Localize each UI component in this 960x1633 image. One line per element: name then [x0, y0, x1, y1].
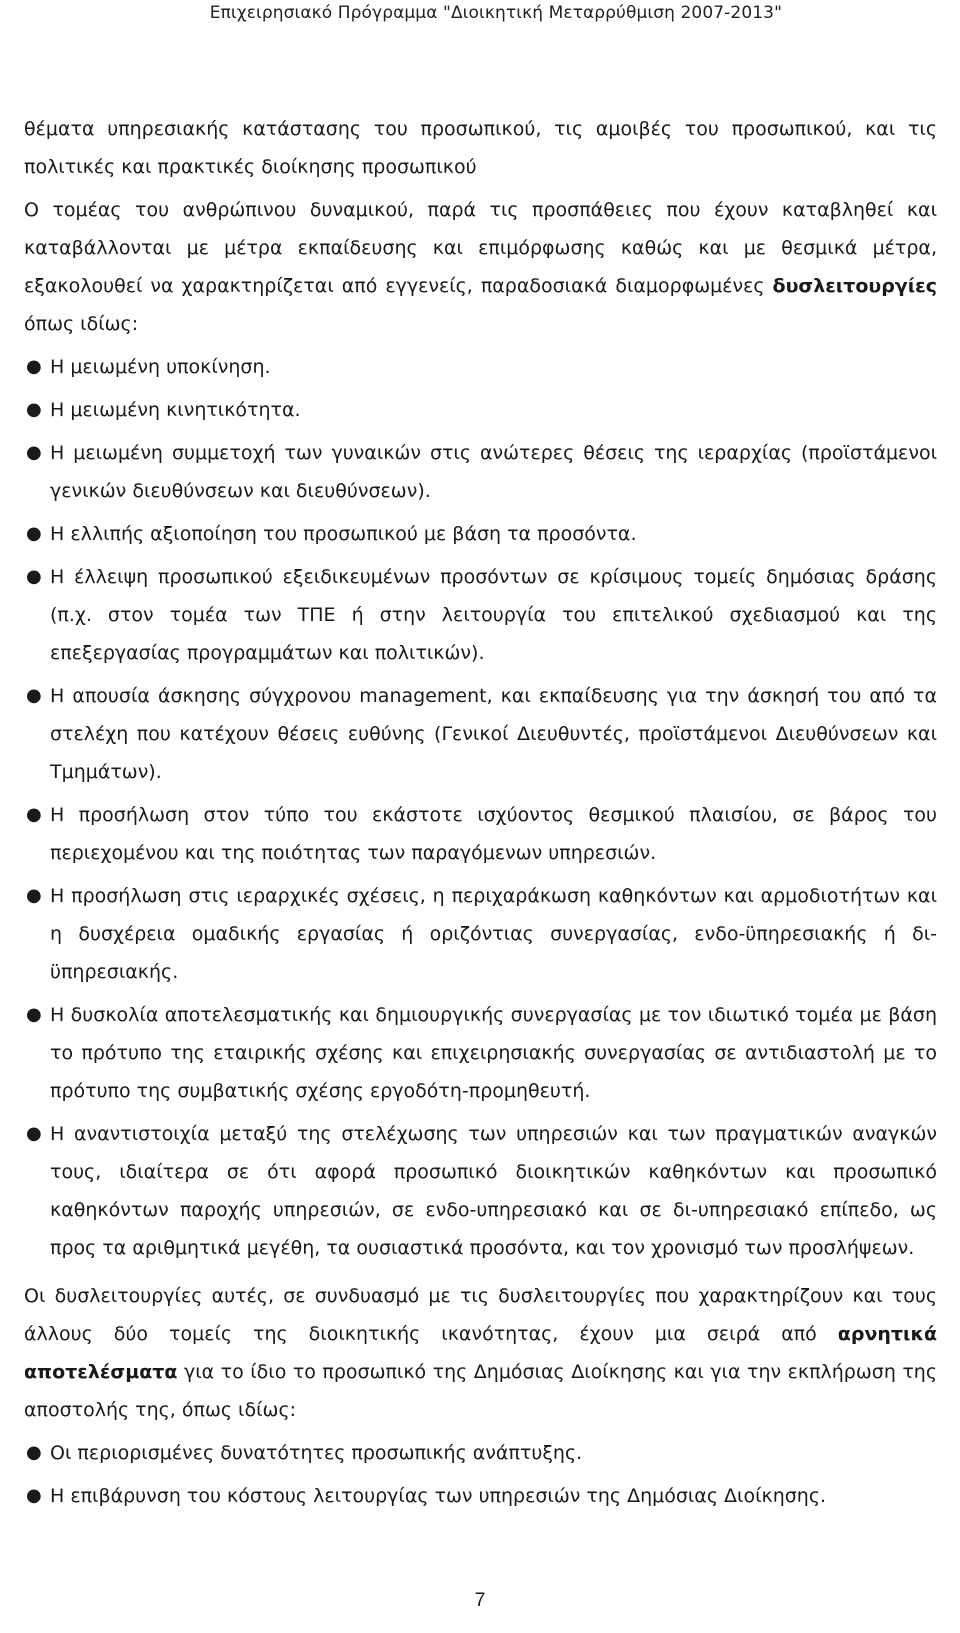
paragraph-text: Οι δυσλειτουργίες αυτές, σε συνδυασμό με τις δυσλειτουργίες που χαρακτηρίζουν και τους άλλους δύο τομείς της διοικητικής ικανότητας, έχουν μια σειρά από	[24, 1285, 937, 1345]
list-item	[24, 677, 937, 791]
bullet-icon: ●	[26, 442, 42, 463]
document-body	[24, 110, 937, 1520]
bullet-icon: ●	[26, 1442, 42, 1463]
paragraph-text: όπως ιδίως:	[24, 313, 139, 335]
bullet-icon: ●	[26, 399, 42, 420]
intro-paragraph: θέματα υπηρεσιακής κατάστασης του προσωπικού, τις αμοιβές του προσωπικού, και τις πολιτικές και πρακτικές διοίκησης προσωπικού	[24, 118, 937, 178]
list-item-text: Η δυσκολία αποτελεσματικής και δημιουργικής συνεργασίας με τον ιδιωτικό τομέα με βάση το πρότυπο της εταιρικής σχέσης και επιχειρησιακής συνεργασίας σε αντιδιαστολή με το πρότυπο της συμβατικής σχέσης εργοδότη-προμηθευτή.	[50, 1004, 937, 1102]
results-list	[24, 1434, 937, 1515]
list-item	[24, 515, 937, 553]
bullet-icon: ●	[26, 1004, 42, 1025]
list-item-text: Η μειωμένη υποκίνηση.	[50, 356, 271, 378]
list-item	[24, 1115, 937, 1267]
list-item	[24, 996, 937, 1110]
list-item	[24, 348, 937, 386]
list-item-text: Η έλλειψη προσωπικού εξειδικευμένων προσόντων σε κρίσιμους τομείς δημόσιας δράσης (π.χ. στον τομέα των ΤΠΕ ή στην λειτουργία του επιτελικού σχεδιασμού και της επεξεργασίας προγραμμάτων και πολιτικών).	[50, 566, 937, 664]
page-number: 7	[474, 1590, 486, 1611]
list-item	[24, 877, 937, 991]
list-item	[24, 1434, 937, 1472]
bold-term: δυσλειτουργίες	[772, 275, 937, 297]
list-item-text: Η αναντιστοιχία μεταξύ της στελέχωσης των υπηρεσιών και των πραγματικών αναγκών τους, ιδιαίτερα σε ότι αφορά προσωπικό διοικητικών καθηκόντων και προσωπικό καθηκόντων παροχής υπηρεσιών, σε ενδο-υπηρεσιακό και σε δι-υπηρεσιακό επίπεδο, ως προς τα αριθμητικά μεγέθη, τα ουσιαστικά προσόντα, και τον χρονισμό των προσλήψεων.	[50, 1123, 937, 1259]
list-item	[24, 1477, 937, 1515]
bullet-icon: ●	[26, 685, 42, 706]
list-item	[24, 434, 937, 510]
bullet-icon: ●	[26, 566, 42, 587]
list-item	[24, 391, 937, 429]
bullet-icon: ●	[26, 523, 42, 544]
paragraph-text: Ο τομέας του ανθρώπινου δυναμικού, παρά τις προσπάθειες που έχουν καταβληθεί και καταβάλλονται με μέτρα εκπαίδευσης και επιμόρφωσης καθώς και με θεσμικά μέτρα, εξακολουθεί να χαρακτηρίζεται από εγγενείς, παραδοσιακά διαμορφωμένες	[24, 199, 937, 297]
bullet-icon: ●	[26, 804, 42, 825]
paragraph-dysfunctions	[24, 191, 937, 343]
list-item-text: Η επιβάρυνση του κόστους λειτουργίας των υπηρεσιών της Δημόσιας Διοίκησης.	[50, 1485, 827, 1507]
list-item-text: Οι περιορισμένες δυνατότητες προσωπικής ανάπτυξης.	[50, 1442, 583, 1464]
paragraph-text: για το ίδιο το προσωπικό της Δημόσιας Διοίκησης και για την εκπλήρωση της αποστολής της, όπως ιδίως:	[24, 1361, 937, 1421]
bold-term: αρνητικά αποτελέσματα	[24, 1323, 937, 1383]
list-item-text: Η απουσία άσκησης σύγχρονου management, και εκπαίδευσης για την άσκησή του από τα στελέχη που κατέχουν θέσεις ευθύνης (Γενικοί Διευθυντές, προϊστάμενοι Διευθύνσεων και Τμημάτων).	[50, 685, 937, 783]
bullet-icon: ●	[26, 356, 42, 377]
page-header: Επιχειρησιακό Πρόγραμμα "Διοικητική Μεταρρύθμιση 2007-2013"	[209, 3, 782, 23]
list-item-text: Η ελλιπής αξιοποίηση του προσωπικού με βάση τα προσόντα.	[50, 523, 637, 545]
bullet-icon: ●	[26, 885, 42, 906]
list-item-text: Η μειωμένη συμμετοχή των γυναικών στις ανώτερες θέσεις της ιεραρχίας (προϊστάμενοι γενικών διευθύνσεων και διευθύνσεων).	[50, 442, 937, 502]
list-item-text: Η μειωμένη κινητικότητα.	[50, 399, 301, 421]
bullet-icon: ●	[26, 1485, 42, 1506]
list-item-text: Η προσήλωση στον τύπο του εκάστοτε ισχύοντος θεσμικού πλαισίου, σε βάρος του περιεχομένου και της ποιότητας των παραγόμενων υπηρεσιών.	[50, 804, 937, 864]
list-item	[24, 796, 937, 872]
bullet-icon: ●	[26, 1123, 42, 1144]
list-item	[24, 558, 937, 672]
dysfunctions-list	[24, 348, 937, 1267]
list-item-text: Η προσήλωση στις ιεραρχικές σχέσεις, η περιχαράκωση καθηκόντων και αρμοδιοτήτων και η δυσχέρεια ομαδικής εργασίας ή οριζόντιας συνεργασίας, ενδο-ϋπηρεσιακής ή δι-ϋπηρεσιακής.	[50, 885, 937, 983]
paragraph-negative-results	[24, 1277, 937, 1429]
